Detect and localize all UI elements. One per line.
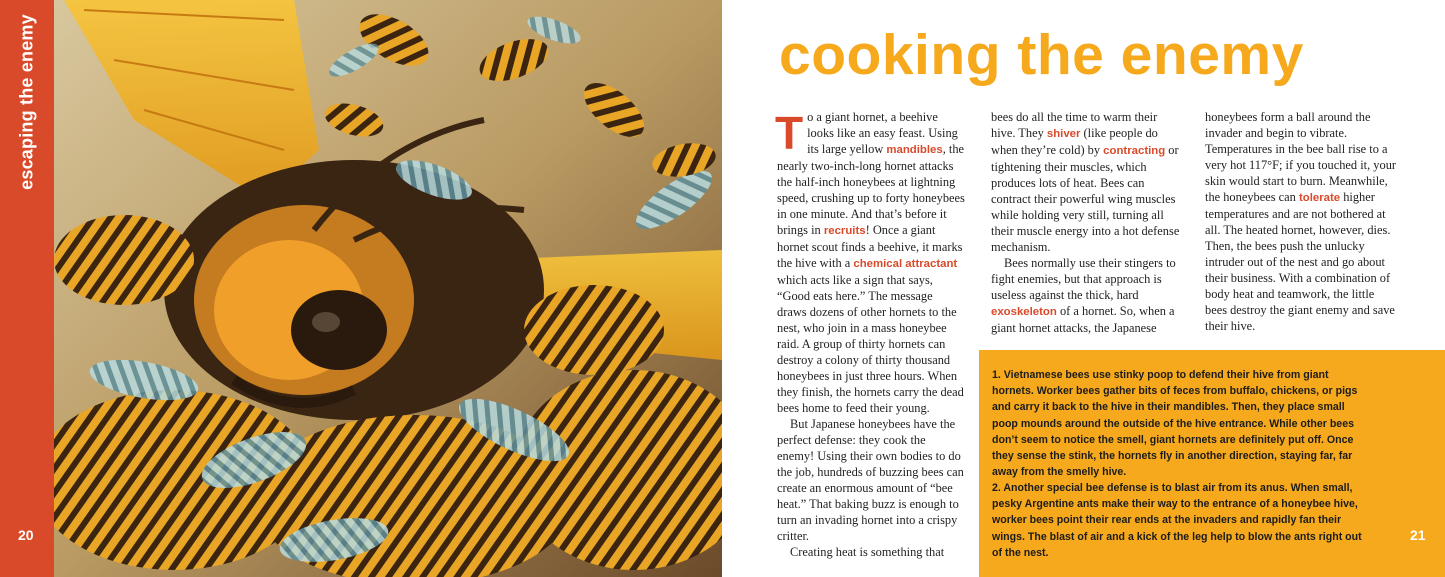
facts-sidebar	[979, 350, 1445, 577]
paragraph	[777, 109, 965, 416]
glossary-term: recruits	[823, 225, 866, 237]
paragraph: But Japanese honeybees have the perfect defense: they cook the enemy! Using their own bodies to do the job, hundreds of buzzing bees can create an enormous amount of “bee heat.” That baking buzz is enough to turn an invading hornet into a crispy critter.	[777, 417, 964, 543]
glossary-term: exoskeleton	[991, 306, 1057, 318]
text-run: (like people do when they’re cold) by	[991, 126, 1158, 157]
text-run: , the nearly two-inch-long hornet attacks the half-inch honeybees at lightning speed, crushing up to forty honeybees in one minute. And that’s before it brings in	[777, 142, 965, 237]
hornet-bees-illustration	[54, 0, 722, 577]
paragraph: Creating heat is something that	[790, 545, 945, 559]
text-run: ! Once a giant hornet scout finds a beehive, it marks the hive with a	[777, 223, 963, 270]
article-column-3	[1205, 109, 1397, 334]
glossary-term: contracting	[1103, 145, 1166, 157]
text-run: honeybees form a ball around the invader and begin to vibrate. Temperatures in the bee ball rise to a very hot 117°F; if you touched it, your skin would start to burn. Meanwhile, the honeybees can	[1205, 110, 1397, 204]
fact-2: 2. Another special bee defense is to blast air from its anus. When small, pesky Argentine ants make their way to the entrance of a honeybee hive, worker bees point their rear ends at the invaders and rapidly fan their wings. The blast of air and a kick of the leg help to blow the ants right out of the nest.	[992, 482, 1362, 559]
section-label: escaping the enemy	[16, 14, 37, 190]
text-run: Bees normally use their stingers to fight enemies, but that approach is useless against the thick, hard	[991, 256, 1176, 302]
text-run: which acts like a sign that says, “Good eats here.” The message draws dozens of other hornets to the nest, who join in a mass honeybee raid. A group of thirty hornets can destroy a colony of thirty thousand honeybees in just three hours. When they finish, the hornets carry the dead bees home to feed their young.	[777, 273, 964, 415]
glossary-term: tolerate	[1298, 192, 1341, 204]
drop-cap: T	[775, 107, 804, 159]
article-column-2	[991, 109, 1181, 336]
page-number-right: 21	[1410, 527, 1426, 543]
glossary-term: shiver	[1046, 128, 1081, 140]
glossary-term: mandibles	[886, 144, 943, 156]
text-run: o a giant hornet, a beehive looks like an easy feast. Using its large yellow	[807, 110, 958, 156]
paragraph	[991, 109, 1181, 255]
text-run: higher temperatures and are not bothered at all. The heated hornet, however, dies. Then, the bees push the unlucky intruder out of the nest and go about their business. With a combination of body heat and teamwork, the little bees destroy the giant enemy and save their hive.	[1205, 190, 1395, 333]
paragraph	[1205, 109, 1397, 334]
text-run: or tightening their muscles, which produces lots of heat. Bees can contract their powerful wing muscles while holding very still, turning all their muscle energy into a hot defense mechanism.	[991, 143, 1180, 254]
glossary-term: chemical attractant	[853, 258, 958, 270]
article-title: cooking the enemy	[779, 23, 1304, 87]
article-column-1	[777, 109, 965, 560]
text-run: of a hornet. So, when a giant hornet attacks, the Japanese	[991, 304, 1175, 335]
fact-1: 1. Vietnamese bees use stinky poop to defend their hive from giant hornets. Worker bees gather bits of feces from buffalo, chickens, or pigs and carry it back to the hive in their mandibles. Then, they place small poop mounds around the outside of the hive entrance. While other bees don’t seem to notice the smell, giant hornets are definitely put off. Once they sense the stink, the hornets fly in another direction, staying far, far away from the smelly hive.	[992, 369, 1358, 479]
text-run: bees do all the time to warm their hive. They	[991, 110, 1158, 140]
paragraph	[991, 255, 1181, 336]
page-number-left: 20	[18, 527, 34, 543]
